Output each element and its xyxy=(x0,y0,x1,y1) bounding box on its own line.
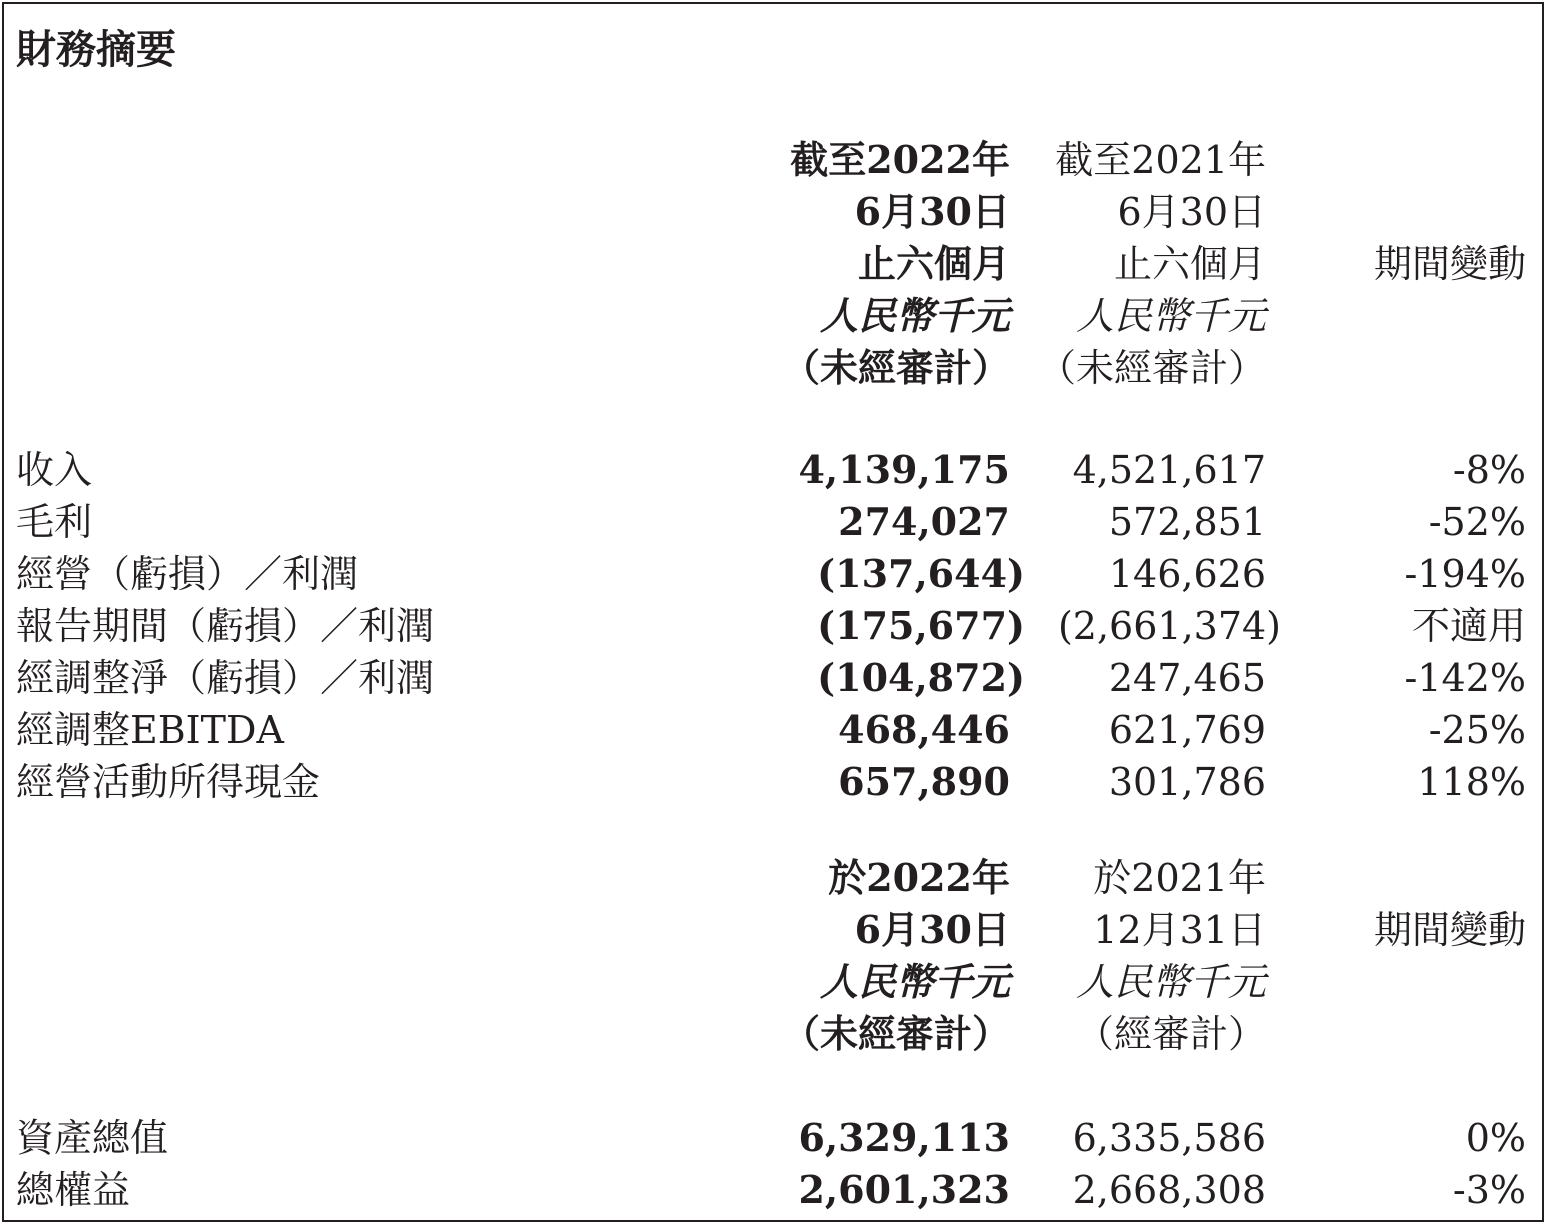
value-2022: 657,890 xyxy=(838,759,1010,804)
s1-col3-line: 期間變動 xyxy=(1373,242,1526,286)
s2-col2-line: 12月31日 xyxy=(1093,908,1266,952)
s1-col2-line: 人民幣千元 xyxy=(1075,294,1266,338)
table-row xyxy=(0,756,1548,808)
table-row xyxy=(0,496,1548,548)
row-label: 經營活動所得現金 xyxy=(16,760,321,804)
s2-col1-line: （未經審計） xyxy=(781,1011,1010,1056)
s2-col-2022-header xyxy=(782,852,1010,1060)
value-2022: 274,027 xyxy=(838,499,1010,544)
value-change: -194% xyxy=(1404,552,1526,596)
value-change: -25% xyxy=(1428,708,1526,752)
value-change: 0% xyxy=(1465,1116,1526,1160)
s1-col2-line: （未經審計） xyxy=(1037,346,1266,390)
s2-col-2021-header xyxy=(1076,852,1266,1060)
value-change: -8% xyxy=(1452,448,1526,492)
row-label: 經調整淨（虧損）／利潤 xyxy=(16,656,435,700)
value-2022: (175,677) xyxy=(817,603,1025,648)
s1-col2-line: 截至2021年 xyxy=(1055,138,1266,182)
row-label: 經調整EBITDA xyxy=(16,708,284,752)
value-2022: 468,446 xyxy=(838,707,1010,752)
row-label: 毛利 xyxy=(16,500,93,544)
table-row xyxy=(0,444,1548,496)
value-change: -3% xyxy=(1452,1168,1526,1212)
value-2021: 247,465 xyxy=(1108,656,1266,700)
s1-col1-line: 止六個月 xyxy=(857,241,1010,286)
value-2022: 4,139,175 xyxy=(798,447,1010,492)
s2-col1-line: 人民幣千元 xyxy=(819,959,1010,1004)
s2-col1-line: 6月30日 xyxy=(854,907,1010,952)
row-label: 總權益 xyxy=(16,1168,131,1212)
value-2021: (2,661,374) xyxy=(1057,604,1281,648)
value-2021: 301,786 xyxy=(1108,760,1266,804)
s1-col-2021-header xyxy=(1038,134,1266,394)
table-row xyxy=(0,548,1548,600)
row-label: 收入 xyxy=(16,448,93,492)
value-2021: 572,851 xyxy=(1108,500,1266,544)
value-2021: 4,521,617 xyxy=(1072,448,1266,492)
s2-col-change-header xyxy=(1374,904,1526,956)
table-row xyxy=(0,600,1548,652)
value-2022: 2,601,323 xyxy=(798,1167,1010,1212)
s1-col-2022-header xyxy=(782,134,1010,394)
s1-col1-line: 人民幣千元 xyxy=(819,293,1010,338)
value-change: 118% xyxy=(1417,760,1526,804)
row-label: 經營（虧損）／利潤 xyxy=(16,552,359,596)
value-2021: 146,626 xyxy=(1108,552,1266,596)
row-label: 資產總值 xyxy=(16,1116,169,1160)
s2-col1-line: 於2022年 xyxy=(828,855,1010,900)
table-row xyxy=(0,1164,1548,1216)
s2-col3-line: 期間變動 xyxy=(1373,908,1526,952)
s2-col2-line: 於2021年 xyxy=(1093,856,1266,900)
value-change: 不適用 xyxy=(1411,604,1526,648)
value-2022: (104,872) xyxy=(817,655,1025,700)
value-change: -142% xyxy=(1404,656,1526,700)
page-title: 財務摘要 xyxy=(16,27,176,73)
s1-col2-line: 止六個月 xyxy=(1113,242,1266,286)
s2-col2-line: （經審計） xyxy=(1075,1012,1266,1056)
row-label: 報告期間（虧損）／利潤 xyxy=(16,604,435,648)
value-change: -52% xyxy=(1428,500,1526,544)
value-2021: 2,668,308 xyxy=(1072,1168,1266,1212)
s1-col1-line: （未經審計） xyxy=(781,345,1010,390)
s2-col2-line: 人民幣千元 xyxy=(1075,960,1266,1004)
s1-col-change-header xyxy=(1374,238,1526,290)
value-2021: 621,769 xyxy=(1108,708,1266,752)
value-2021: 6,335,586 xyxy=(1072,1116,1266,1160)
s1-col1-line: 6月30日 xyxy=(854,189,1010,234)
table-row xyxy=(0,704,1548,756)
value-2022: (137,644) xyxy=(817,551,1025,596)
table-row xyxy=(0,652,1548,704)
table-row xyxy=(0,1112,1548,1164)
s1-col2-line: 6月30日 xyxy=(1117,190,1266,234)
s1-col1-line: 截至2022年 xyxy=(790,137,1010,182)
value-2022: 6,329,113 xyxy=(798,1115,1010,1160)
